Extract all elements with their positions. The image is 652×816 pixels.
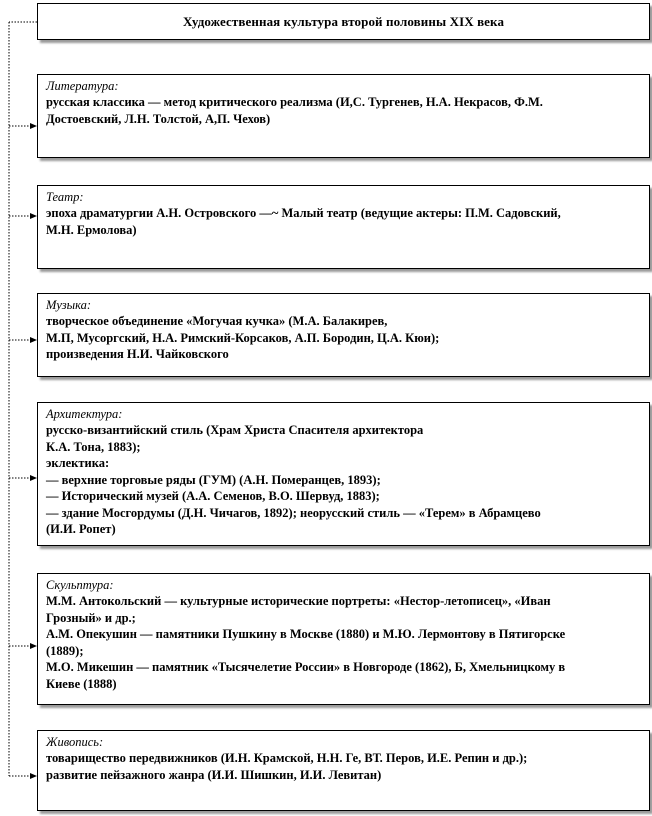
section-sculpture	[37, 573, 650, 705]
section-line: русско-византийский стиль (Храм Христа Спасителя архитектора	[46, 423, 424, 437]
section-line: развитие пейзажного жанра (И.И. Шишкин, И.И. Левитан)	[46, 767, 382, 782]
section-line: товарищество передвижников (И.Н. Крамской, Н.Н. Ге, ВТ. Перов, И.Е. Репин и др.);	[46, 751, 528, 765]
section-line: (1889);	[46, 643, 84, 658]
section-line: эпоха драматургии А.Н. Островского —~ Малый театр (ведущие актеры: П.М. Садовский,	[46, 206, 561, 220]
section-literature	[37, 74, 650, 158]
section-line: — Исторический музей (А.А. Семенов, В.О. Шервуд, 1883);	[46, 489, 380, 503]
section-line: Достоевский, Л.Н. Толстой, А,П. Чехов)	[46, 111, 271, 126]
section-painting	[37, 730, 650, 811]
title-box	[37, 3, 650, 40]
arrow-sculpture	[30, 643, 37, 649]
section-line: Киеве (1888)	[46, 676, 117, 691]
section-heading: Театр:	[46, 190, 84, 204]
section-line: произведения Н.И. Чайковского	[46, 347, 229, 361]
arrow-literature	[30, 123, 37, 129]
section-line: (И.И. Ропет)	[46, 522, 116, 536]
section-line: М.М. Антокольский — культурные исторические портреты: «Нестор-летописец», «Иван	[46, 594, 551, 608]
section-architecture	[37, 402, 650, 546]
section-music	[37, 293, 650, 377]
section-heading: Музыка:	[46, 298, 92, 312]
section-line: — здание Мосгордумы (Д.Н. Чичагов, 1892); неорусский стиль — «Терем» в Абрамцево	[46, 505, 541, 520]
section-line: М.О. Микешин — памятник «Тысячелетие России» в Новгороде (1862), Б, Хмельницкому в	[46, 660, 566, 674]
section-heading: Скульптура:	[46, 578, 114, 592]
section-line: Грозный» и др.;	[46, 610, 136, 625]
section-line: М.П, Мусоргский, Н.А. Римский-Корсаков, А.П. Бородин, Ц.А. Кюи);	[46, 330, 440, 345]
arrow-architecture	[30, 475, 37, 481]
section-heading: Литература:	[46, 79, 119, 93]
section-line: К.А. Тона, 1883);	[46, 439, 141, 454]
section-heading: Архитектура:	[46, 407, 123, 421]
arrow-music	[30, 337, 37, 343]
section-line: эклектика:	[46, 456, 110, 470]
section-line: творческое объединение «Могучая кучка» (М.А. Балакирев,	[46, 314, 388, 328]
section-line: А.М. Опекушин — памятники Пушкину в Москве (1880) и М.Ю. Лермонтову в Пятигорске	[46, 627, 566, 641]
section-heading: Живопись:	[46, 735, 104, 749]
arrow-painting	[30, 773, 37, 779]
section-line: М.Н. Ермолова)	[46, 222, 137, 237]
diagram-title: Художественная культура второй половины XIX века	[182, 13, 505, 29]
section-line: русская классика — метод критического реализма (И,С. Тургенев, Н.А. Некрасов, Ф.М.	[46, 95, 543, 109]
section-theatre	[37, 185, 650, 269]
arrow-theatre	[30, 213, 37, 219]
section-line: — верхние торговые ряды (ГУМ) (А.Н. Померанцев, 1893);	[46, 472, 381, 487]
